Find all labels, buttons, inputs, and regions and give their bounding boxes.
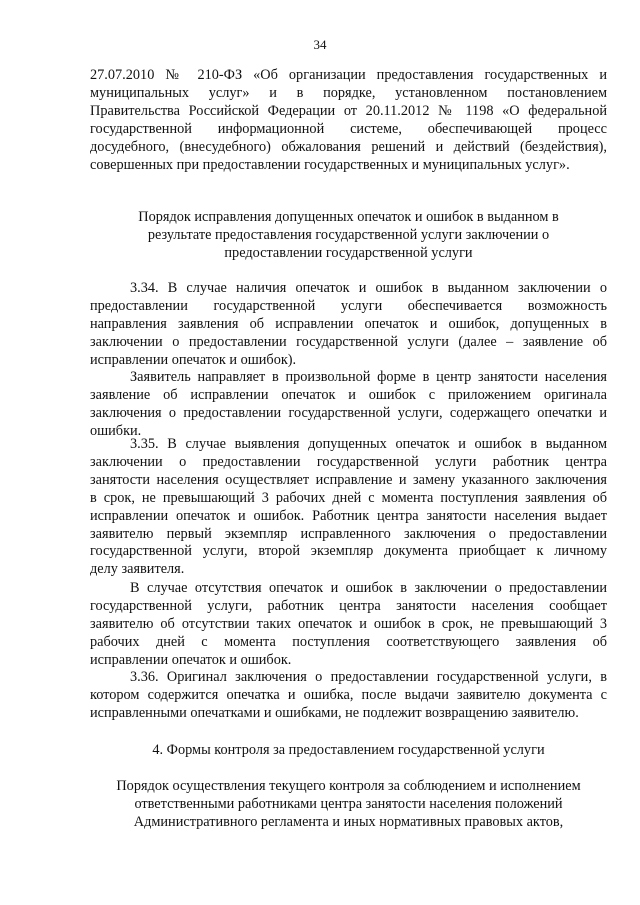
paragraph-3-34-applicant (90, 369, 607, 441)
text-line: В случае отсутствия опечаток и ошибок в заключении о предоставлении (130, 580, 607, 596)
text-line: заявителю об отсутствии таких опечаток и ошибок в срок, не превышающий 3 (90, 615, 607, 632)
text-line: исправлении опечаток и ошибок. Работник центра занятости населения выдает (90, 507, 607, 524)
text-line: муниципальных услуг» и в порядке, установленном постановлением (90, 84, 607, 101)
text-line: заключения о предоставлении государственной услуги, содержащего опечатки и (90, 404, 607, 421)
text-line: Заявитель направляет в произвольной форме в центр занятости населения (130, 369, 607, 385)
text-line: направления заявления об исправлении опечаток и ошибок, допущенных в (90, 315, 607, 332)
heading-line: ответственными работниками центра занятости населения положений (134, 795, 563, 812)
text-line: ошибки. (90, 422, 142, 439)
heading-line: предоставлении государственной услуги (224, 244, 473, 261)
text-line: 3.35. В случае выявления допущенных опечаток и ошибок в выданном (130, 436, 607, 452)
text-line: государственной услуги, работник центра занятости населения сообщает (90, 597, 607, 614)
text-line: государственной информационной системе, обеспечивающей процесс (90, 120, 607, 137)
text-line: 3.36. Оригинал заключения о предоставлении государственной услуги, в (130, 669, 607, 685)
text-line: делу заявителя. (90, 561, 185, 578)
paragraph-3-35 (90, 436, 607, 579)
text-line: 3.34. В случае наличия опечаток и ошибок в выданном заключении о (130, 280, 607, 296)
text-line: государственной услуги, второй экземпляр документа приобщает к личному (90, 543, 607, 560)
intro-paragraph (90, 67, 607, 174)
heading-line: 4. Формы контроля за предоставлением государственной услуги (152, 742, 545, 758)
heading-line: Административного регламента и иных нормативных правовых актов, (133, 813, 564, 830)
heading-line: Порядок осуществления текущего контроля за соблюдением и исполнением (116, 778, 581, 794)
text-line: предоставлении государственной услуги обеспечивается возможность (90, 297, 607, 314)
paragraph-3-36 (90, 669, 607, 723)
heading-line: Порядок исправления допущенных опечаток и ошибок в выданном в (138, 209, 559, 225)
text-line: исправленными опечатками и ошибками, не подлежит возвращению заявителю. (90, 704, 579, 721)
text-line: заявителю первый экземпляр исправленного заключения о предоставлении (90, 525, 607, 542)
text-line: заявление об исправлении опечаток и ошибок с приложением оригинала (90, 386, 607, 403)
chapter-heading (90, 742, 607, 760)
text-line: 27.07.2010 № 210-ФЗ «Об организации предоставления государственных и (90, 67, 607, 83)
page-number: 34 (313, 37, 327, 52)
text-line: рабочих дней с момента поступления соответствующего заявления об (90, 633, 607, 650)
text-line: исправлении опечаток и ошибок). (90, 351, 297, 368)
text-line: котором содержится опечатка и ошибка, после выдачи заявителю документа с (90, 686, 607, 703)
text-line: в срок, не превышающий 3 рабочих дней с момента поступления заявления об (90, 489, 607, 506)
text-line: заключении о предоставлении государственной услуги работник центра (90, 453, 607, 470)
text-line: досудебного, (внесудебного) обжалования решений и действий (бездействия), (90, 138, 607, 155)
heading-line: результате предоставления государственной услуги заключении о (147, 226, 550, 243)
text-line: заключении о предоставлении государственной услуги (далее – заявление об (90, 333, 607, 350)
section-heading (90, 209, 607, 263)
text-line: Правительства Российской Федерации от 20.11.2012 № 1198 «О федеральной (90, 102, 607, 119)
subheading (90, 778, 607, 832)
text-line: исправлении опечаток и ошибок. (90, 651, 292, 668)
paragraph-3-34 (90, 280, 607, 370)
text-line: совершенных при предоставлении государственных и муниципальных услуг». (90, 156, 570, 173)
paragraph-3-35-absence (90, 580, 607, 670)
text-line: занятости населения осуществляет исправление и замену указанного заключения (90, 471, 607, 488)
